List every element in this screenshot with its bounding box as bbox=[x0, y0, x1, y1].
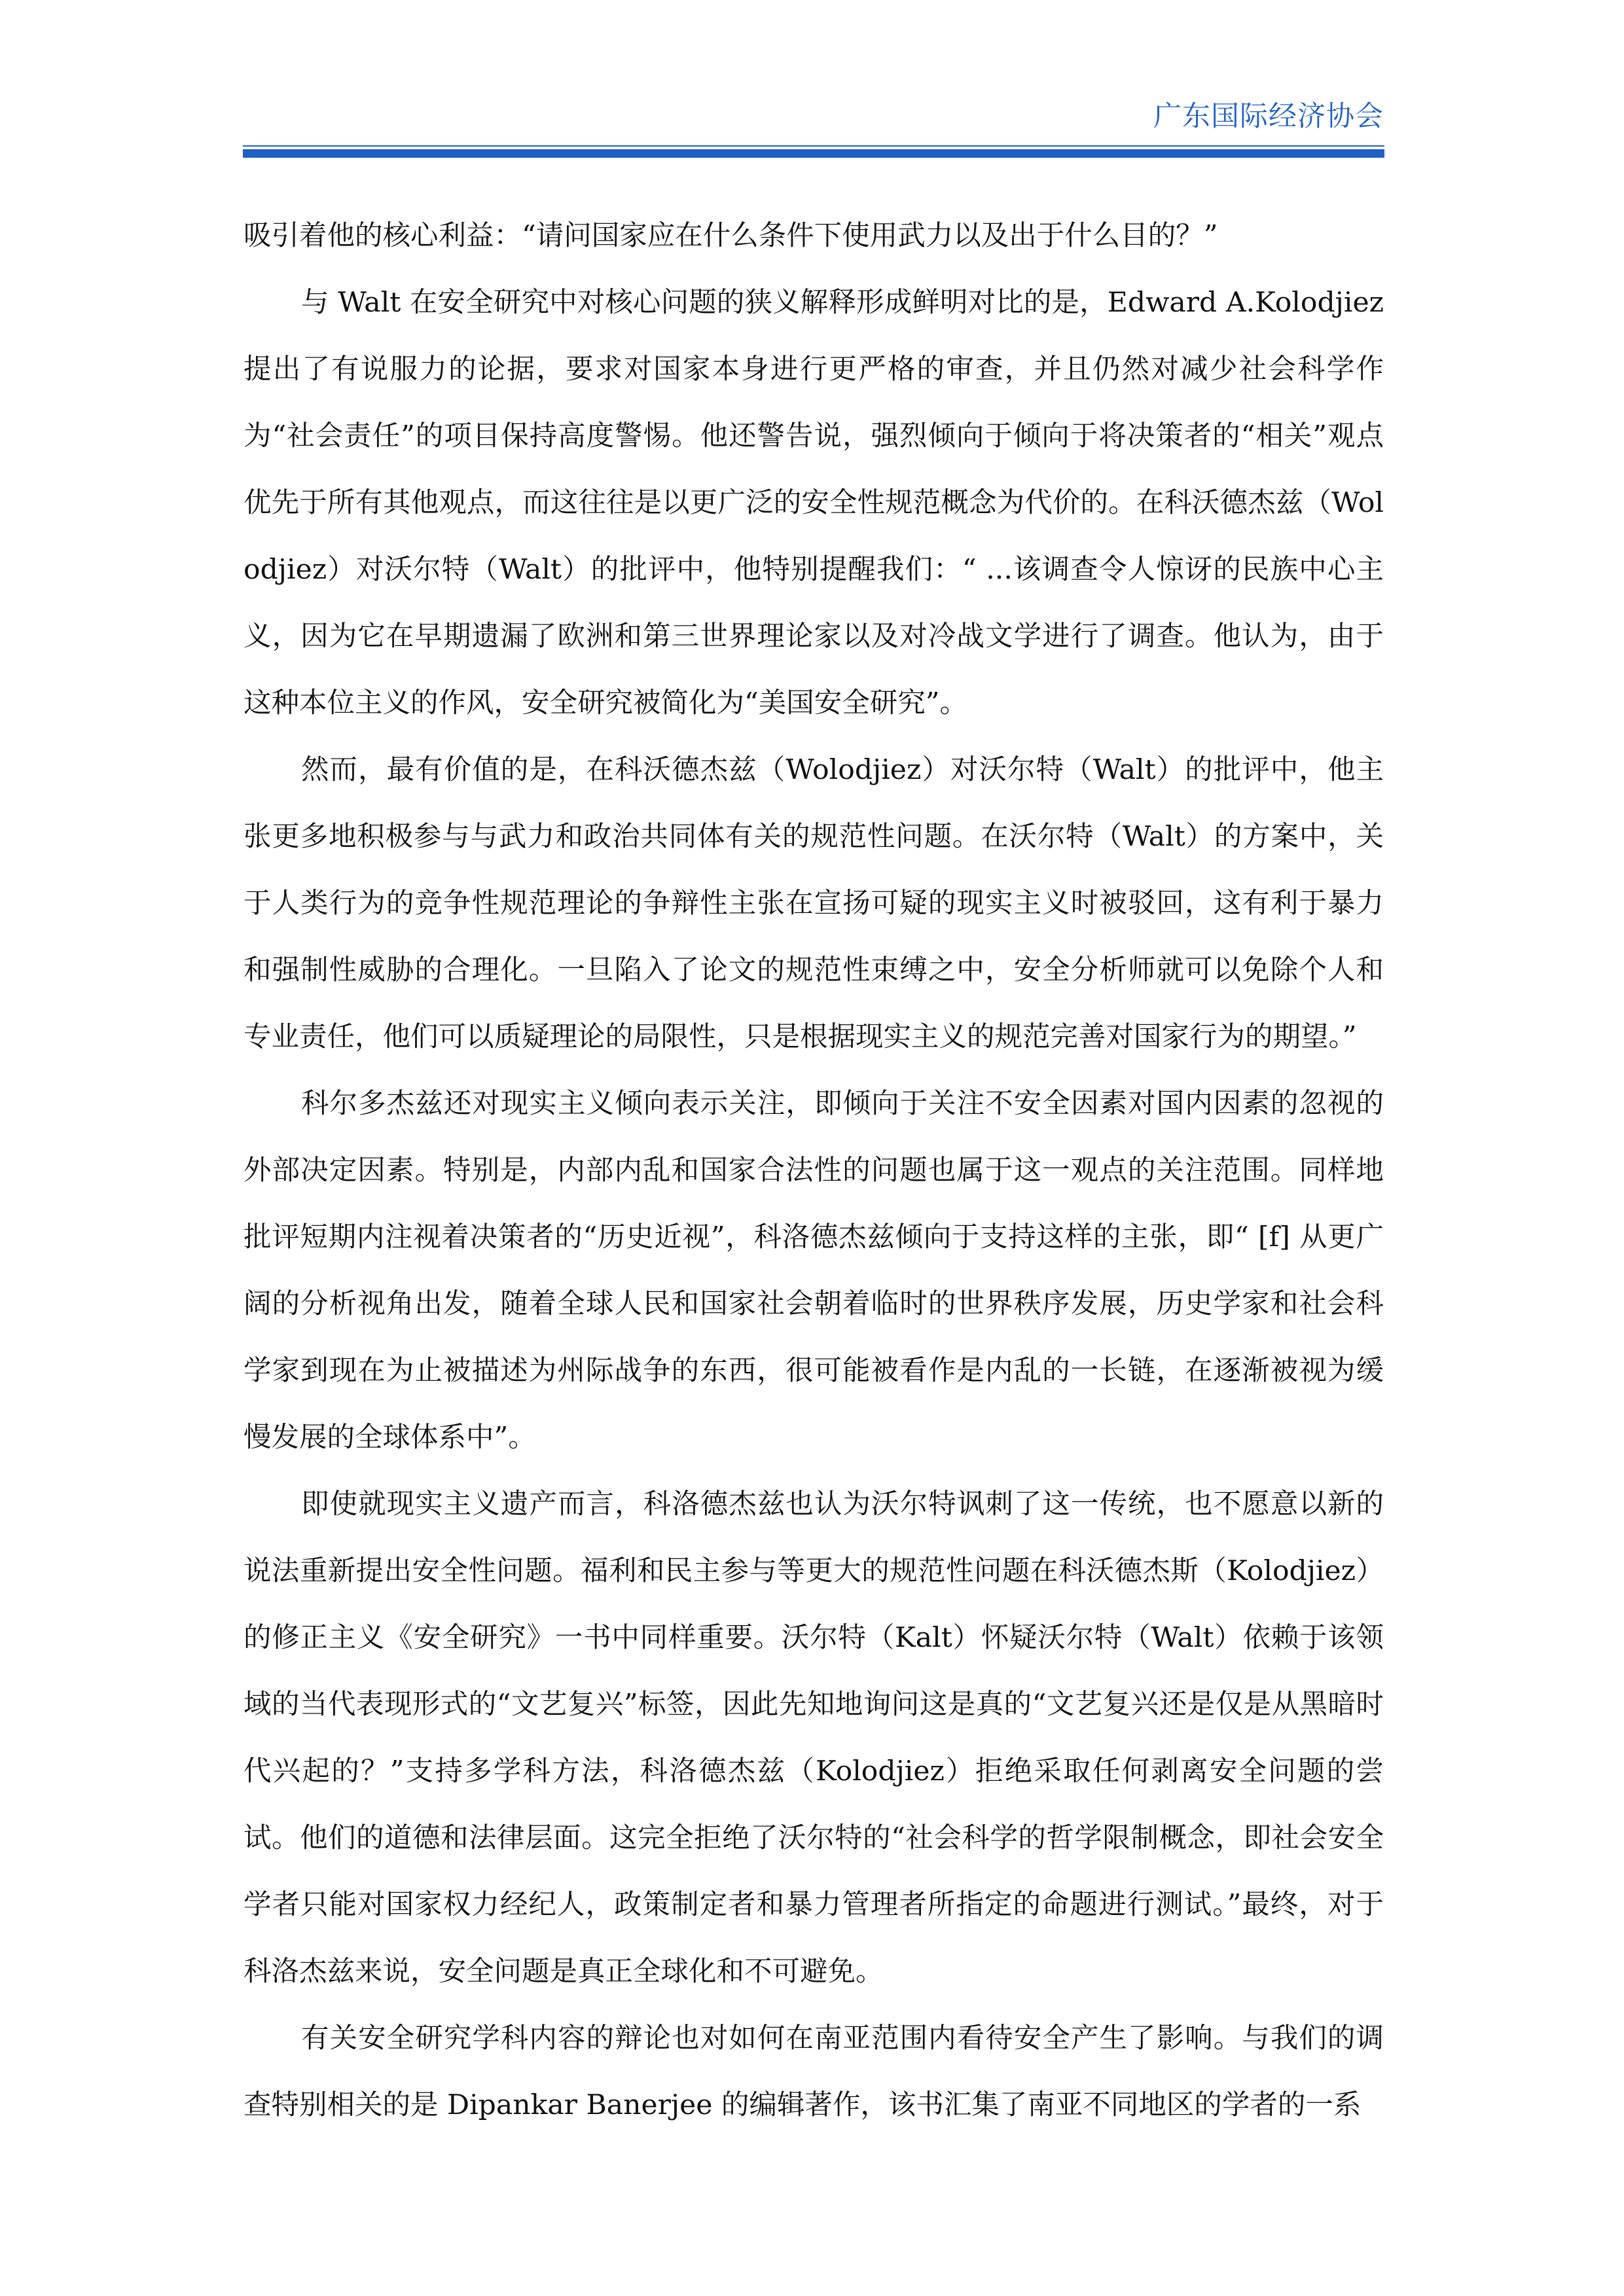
paragraph-1: 吸引着他的核心利益：“请问国家应在什么条件下使用武力以及出于什么目的？” bbox=[244, 220, 1218, 252]
paragraph-4: 科尔多杰兹还对现实主义倾向表示关注，即倾向于关注不安全因素对国内因素的忽视的外部决定因素。特别是，内部内乱和国家合法性的问题也属于这一观点的关注范围。同样地批评短期内注视着决策者的“历史近视”，科洛德杰兹倾向于支持这样的主张，即“ [f] 从更广阔的分析视角出发，随着全球人民和国家社会朝着临时的世界秩序发展，历史学家和社会科学家到现在为止被描述为州际战争的东西，很可能被看作是内乱的一长链，在逐渐被视为缓慢发展的全球体系中”。 bbox=[244, 1088, 1384, 1454]
document-body bbox=[244, 203, 1384, 2139]
header-thin-rule bbox=[243, 145, 1384, 147]
paragraph-5: 即使就现实主义遗产而言，科洛德杰兹也认为沃尔特讽刺了这一传统，也不愿意以新的说法重新提出安全性问题。福利和民主参与等更大的规范性问题在科沃德杰斯（Kolodjiez）的修正主义《安全研究》一书中同样重要。沃尔特（Kalt）怀疑沃尔特（Walt）依赖于该领域的当代表现形式的“文艺复兴”标签，因此先知地询问这是真的“文艺复兴还是仅是从黑暗时代兴起的？”支持多学科方法，科洛德杰兹（Kolodjiez）拒绝采取任何剥离安全问题的尝试。他们的道德和法律层面。这完全拒绝了沃尔特的“社会科学的哲学限制概念，即社会安全学者只能对国家权力经纪人，政策制定者和暴力管理者所指定的命题进行测试。”最终，对于科洛杰兹来说，安全问题是真正全球化和不可避免。 bbox=[244, 1488, 1384, 1988]
paragraph-3: 然而，最有价值的是，在科沃德杰兹（Wolodjiez）对沃尔特（Walt）的批评中，他主张更多地积极参与与武力和政治共同体有关的规范性问题。在沃尔特（Walt）的方案中，关于人类行为的竞争性规范理论的争辩性主张在宣扬可疑的现实主义时被驳回，这有利于暴力和强制性威胁的合理化。一旦陷入了论文的规范性束缚之中，安全分析师就可以免除个人和专业责任，他们可以质疑理论的局限性，只是根据现实主义的规范完善对国家行为的期望。” bbox=[244, 754, 1384, 1053]
header-rule bbox=[243, 149, 1384, 158]
paragraph-6: 有关安全研究学科内容的辩论也对如何在南亚范围内看待安全产生了影响。与我们的调查特别相关的是 Dipankar Banerjee 的编辑著作，该书汇集了南亚不同地区的学者的一系 bbox=[244, 2022, 1384, 2121]
header-org-name: 广东国际经济协会 bbox=[1153, 100, 1384, 133]
paragraph-2: 与 Walt 在安全研究中对核心问题的狭义解释形成鲜明对比的是，Edward A.Kolodjiez 提出了有说服力的论据，要求对国家本身进行更严格的审查，并且仍然对减少社会科学作为“社会责任”的项目保持高度警惕。他还警告说，强烈倾向于倾向于将决策者的“相关”观点优先于所有其他观点，而这往往是以更广泛的安全性规范概念为代价的。在科沃德杰兹（Wolodjiez）对沃尔特（Walt）的批评中，他特别提醒我们：“ ...该调查令人惊讶的民族中心主义，因为它在早期遗漏了欧洲和第三世界理论家以及对冷战文学进行了调查。他认为，由于这种本位主义的作风，安全研究被简化为“美国安全研究”。 bbox=[244, 287, 1384, 719]
